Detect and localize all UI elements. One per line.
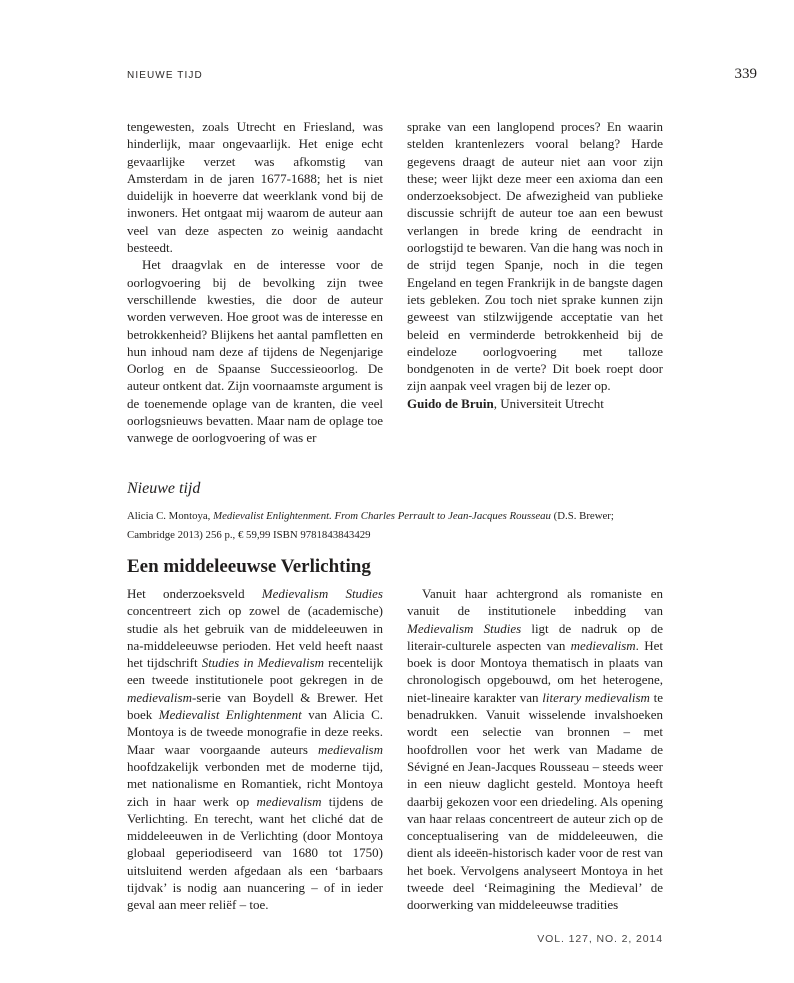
review-body <box>127 585 663 914</box>
left-column <box>127 585 383 914</box>
paragraph: Het draagvlak en de interesse voor de oorlogvoering bij de bevolking zijn twee verschillende kwesties, die door de auteur worden verweven. Hoe groot was de interesse en betrokkenheid? Blijkens het aantal pamfletten en hun inhoud nam deze af tijdens de Negenjarige Oorlog en de Spaanse Successieoorlog. De auteur ontkent dat. Zijn voornaamste argument is de toenemende oplage van de kranten, die veel oorlogsnieuws bevatten. Maar nam de oplage toe vanwege de oorlogvoering of was er <box>127 257 383 446</box>
page-number: 339 <box>734 66 757 82</box>
paragraph: sprake van een langlopend proces? En waarin stelden krantenlezers vooral belang? Harde gegevens draagt de auteur niet aan voor zijn these; weer lijkt deze meer een axioma dan een onderzoeksobject. De afwezigheid van publieke discussie schrijft de auteur toe aan een bewust verlangen in brede kring de eendracht in oorlogstijd te bewaren. Van die hang was noch in de strijd tegen Spanje, noch in die tegen Engeland en tegen Frankrijk in de bangste dagen iets gebleken. Zou toch niet sprake kunnen zijn geweest van stilzwijgende acceptatie van het beleid en verminderde betrokkenheid bij de eindeloze oorlogvoering met talloze bondgenoten in de verte? Dit boek roept door zijn aanpak veel vragen bij de lezer op. <box>407 119 663 394</box>
review-title: Een middeleeuwse Verlichting <box>127 556 371 577</box>
book-citation: Alicia C. Montoya, Medievalist Enlightenment. From Charles Perrault to Jean-Jacques Rousseau (D.S. Brewer; Cambridge 2013) 256 p., € 59,99 ISBN 9781843843429 <box>127 510 614 541</box>
running-title: NIEUWE TIJD <box>127 70 203 81</box>
page-footer <box>127 933 663 945</box>
right-column <box>407 118 663 480</box>
page-content <box>127 118 663 914</box>
left-column <box>127 118 383 480</box>
section-heading: Nieuwe tijd <box>127 480 201 497</box>
reviewer-signature: Guido de Bruin, Universiteit Utrecht <box>407 395 604 411</box>
paragraph: tengewesten, zoals Utrecht en Friesland, was hinderlijk, maar ongevaarlijk. Het enige echt gevaarlijke verzet was afkomstig van Amsterdam in de jaren 1677-1688; het is niet duidelijk in hoeverre dat weerklank vond bij de inwoners. Het ontgaat mij waarom de auteur aan veel van deze aspecten zo weinig aandacht besteedt. <box>127 119 383 256</box>
paragraph: Het onderzoeksveld Medievalism Studies concentreert zich op zowel de (academische) studie als het gebruik van de middeleeuwen in na-middeleeuwse perioden. Het veld heeft naast het tijdschrift Studies in Medievalism recentelijk een tweede institutionele poot gekregen in de medievalism-serie van Boydell & Brewer. Het boek Medievalist Enlightenment van Alicia C. Montoya is de tweede monografie in deze reeks. Maar waar voorgaande auteurs medievalism hoofdzakelijk verbonden met de moderne tijd, met nationalisme en Romantiek, richt Montoya zich in haar werk op medievalism tijdens de Verlichting. En terecht, want het cliché dat de middeleeuwen in de Verlichting (door Montoya globaal geperiodiseerd van 1680 tot 1750) uitsluitend werden afgedaan als een ‘barbaars tijdvak’ is nodig aan nuancering – of in ieder geval aan meer reliëf – toe. <box>127 586 384 913</box>
previous-review-body <box>127 118 663 480</box>
paragraph: Vanuit haar achtergrond als romaniste en vanuit de institutionele inbedding van Medievalism Studies ligt de nadruk op de literair-culturele aspecten van medievalism. Het boek is door Montoya thematisch in plaats van chronologisch opgebouwd, om het heterogene, niet-lineaire karakter van literary medievalism te benadrukken. Vanuit wisselende invalshoeken wordt een selectie van bronnen – met hoofdrollen voor het werk van Madame de Sévigné en Jean-Jacques Rousseau – steeds weer in een nieuw daglicht gesteld. Montoya heeft daarbij gekozen voor een driedeling. Als opening van haar relaas concentreert de auteur zich op de conceptualisering van de middeleeuwen, die dient als ideeën-historisch kader voor de rest van het boek. Vervolgens analyseert Montoya in het tweede deel ‘Reimagining the Medieval’ de doorwerking van middeleeuwse tradities <box>407 586 663 913</box>
volume-info: VOL. 127, NO. 2, 2014 <box>537 933 663 945</box>
review-header <box>127 480 663 585</box>
page-header <box>127 66 757 83</box>
right-column <box>407 585 663 914</box>
